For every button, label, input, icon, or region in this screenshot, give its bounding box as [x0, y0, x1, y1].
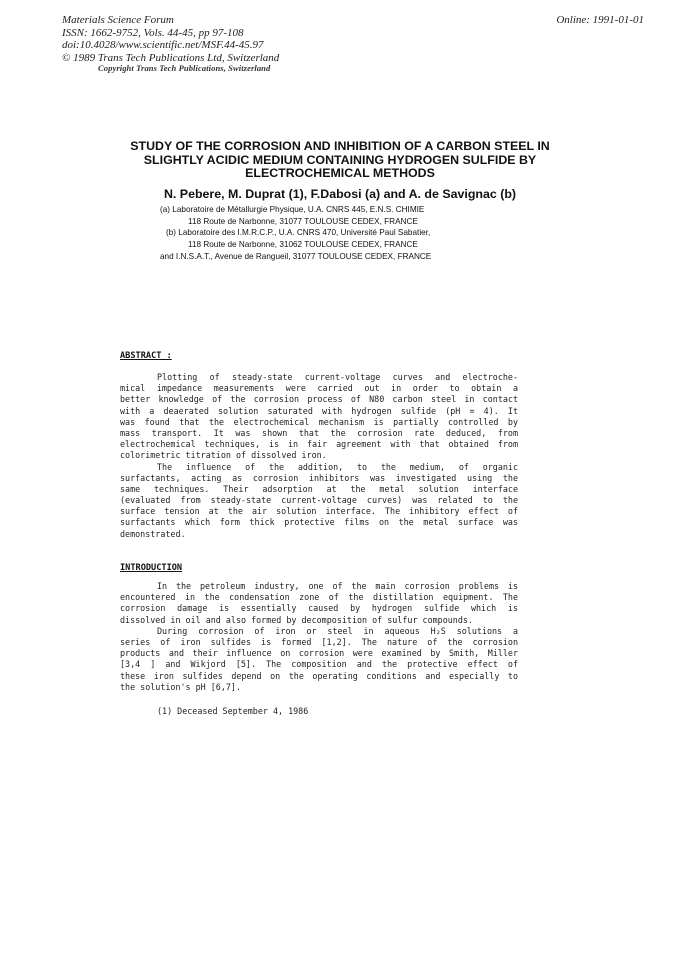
abstract-line: with a deaerated solution saturated with hydrogen sulfide (pH = 4). It [120, 405, 518, 416]
paper-title [70, 140, 610, 181]
introduction-line: [3,4 ] and Wikjord [5]. The composition and the protective effect of [120, 659, 518, 670]
affiliations [160, 204, 431, 263]
abstract-line: mass transport. It was shown that the corrosion rate deduced, from [120, 427, 518, 438]
introduction-line: During corrosion of iron or steel in aqueous H₂S solutions a [157, 625, 518, 636]
affiliation-line: (a) Laboratoire de Métallurgie Physique, U.A. CNRS 445, E.N.S. CHIMIE [160, 205, 425, 214]
abstract-line: (evaluated from steady-state current-voltage curves) was related to the [120, 495, 518, 506]
title-line: STUDY OF THE CORROSION AND INHIBITION OF A CARBON STEEL IN [130, 139, 550, 153]
abstract-line: demonstrated. [120, 528, 186, 539]
introduction-line: series of iron sulfides is formed [1,2]. The nature of the corrosion [120, 636, 518, 647]
meta-line-copyright: © 1989 Trans Tech Publications Ltd, Switzerland [62, 51, 280, 64]
abstract-line: colorimetric titration of dissolved iron. [120, 450, 327, 461]
abstract-line: Plotting of steady-state current-voltage curves and electroche- [157, 372, 518, 382]
introduction-line: the solution's pH [6,7]. [120, 681, 242, 692]
abstract-body [120, 372, 518, 540]
abstract-line: surfactants which form thick protective films on the metal surface was [120, 517, 518, 528]
introduction-line: corrosion damage is essentially caused by hydrogen sulfide which is [120, 603, 518, 614]
copyright-notice: Copyright Trans Tech Publications, Switzerland [98, 63, 271, 73]
paper-authors: N. Pebere, M. Duprat (1), F.Dabosi (a) and A. de Savignac (b) [163, 187, 517, 201]
title-line: SLIGHTLY ACIDIC MEDIUM CONTAINING HYDROGEN SULFIDE BY [143, 152, 537, 167]
online-date: Online: 1991-01-01 [556, 14, 644, 26]
meta-line-doi: doi:10.4028/www.scientific.net/MSF.44-45.97 [62, 39, 264, 51]
abstract-heading: ABSTRACT : [120, 351, 172, 361]
footnote: (1) Deceased September 4, 1986 [157, 706, 309, 716]
meta-line-issn: ISSN: 1662-9752, Vols. 44-45, pp 97-108 [62, 26, 244, 39]
affiliation-line: 118 Route de Narbonne, 31077 TOULOUSE CEDEX, FRANCE [188, 216, 418, 226]
introduction-line: In the petroleum industry, one of the main corrosion problems is [157, 581, 518, 591]
abstract-line: electrochemical techniques, is in fair agreement with that obtained from [120, 439, 518, 450]
abstract-line: mical impedance measurements were carried out in order to obtain a [120, 383, 518, 394]
title-line: ELECTROCHEMICAL METHODS [245, 166, 435, 181]
publication-meta [62, 14, 279, 64]
meta-line-journal: Materials Science Forum [62, 14, 174, 26]
abstract-line: better knowledge of the corrosion process of N80 carbon steel in contact [120, 394, 518, 405]
affiliation-line: and I.N.S.A.T., Avenue de Rangueil, 31077 TOULOUSE CEDEX, FRANCE [160, 251, 432, 261]
abstract-line: The influence of the addition, to the medium, of organic [157, 461, 518, 472]
introduction-line: dissolved in oil and also formed by decomposition of sulfur compounds. [120, 614, 473, 625]
affiliation-line: (b) Laboratoire des I.M.R.C.P., U.A. CNRS 470, Université Paul Sabatier, [166, 228, 431, 238]
affiliation-line: 118 Route de Narbonne, 31062 TOULOUSE CEDEX, FRANCE [188, 240, 418, 250]
abstract-line: was found that the electrochemical mechanism is partially controlled by [120, 416, 518, 427]
introduction-heading: INTRODUCTION [120, 563, 183, 573]
introduction-line: encountered in the condensation zone of the distillation equipment. The [120, 592, 518, 603]
introduction-line: these iron sulfides depend on the operating conditions and especially to [120, 670, 518, 681]
introduction-body [120, 581, 518, 693]
abstract-line: surface tension at the air solution interface. The inhibitory effect of [120, 506, 518, 517]
abstract-line: surfactants, acting as corrosion inhibitors was investigated using the [120, 472, 518, 483]
abstract-line: same techniques. Their adsorption at the metal solution interface [120, 483, 518, 494]
introduction-line: products and their influence on corrosion were examined by Smith, Miller [120, 648, 518, 659]
